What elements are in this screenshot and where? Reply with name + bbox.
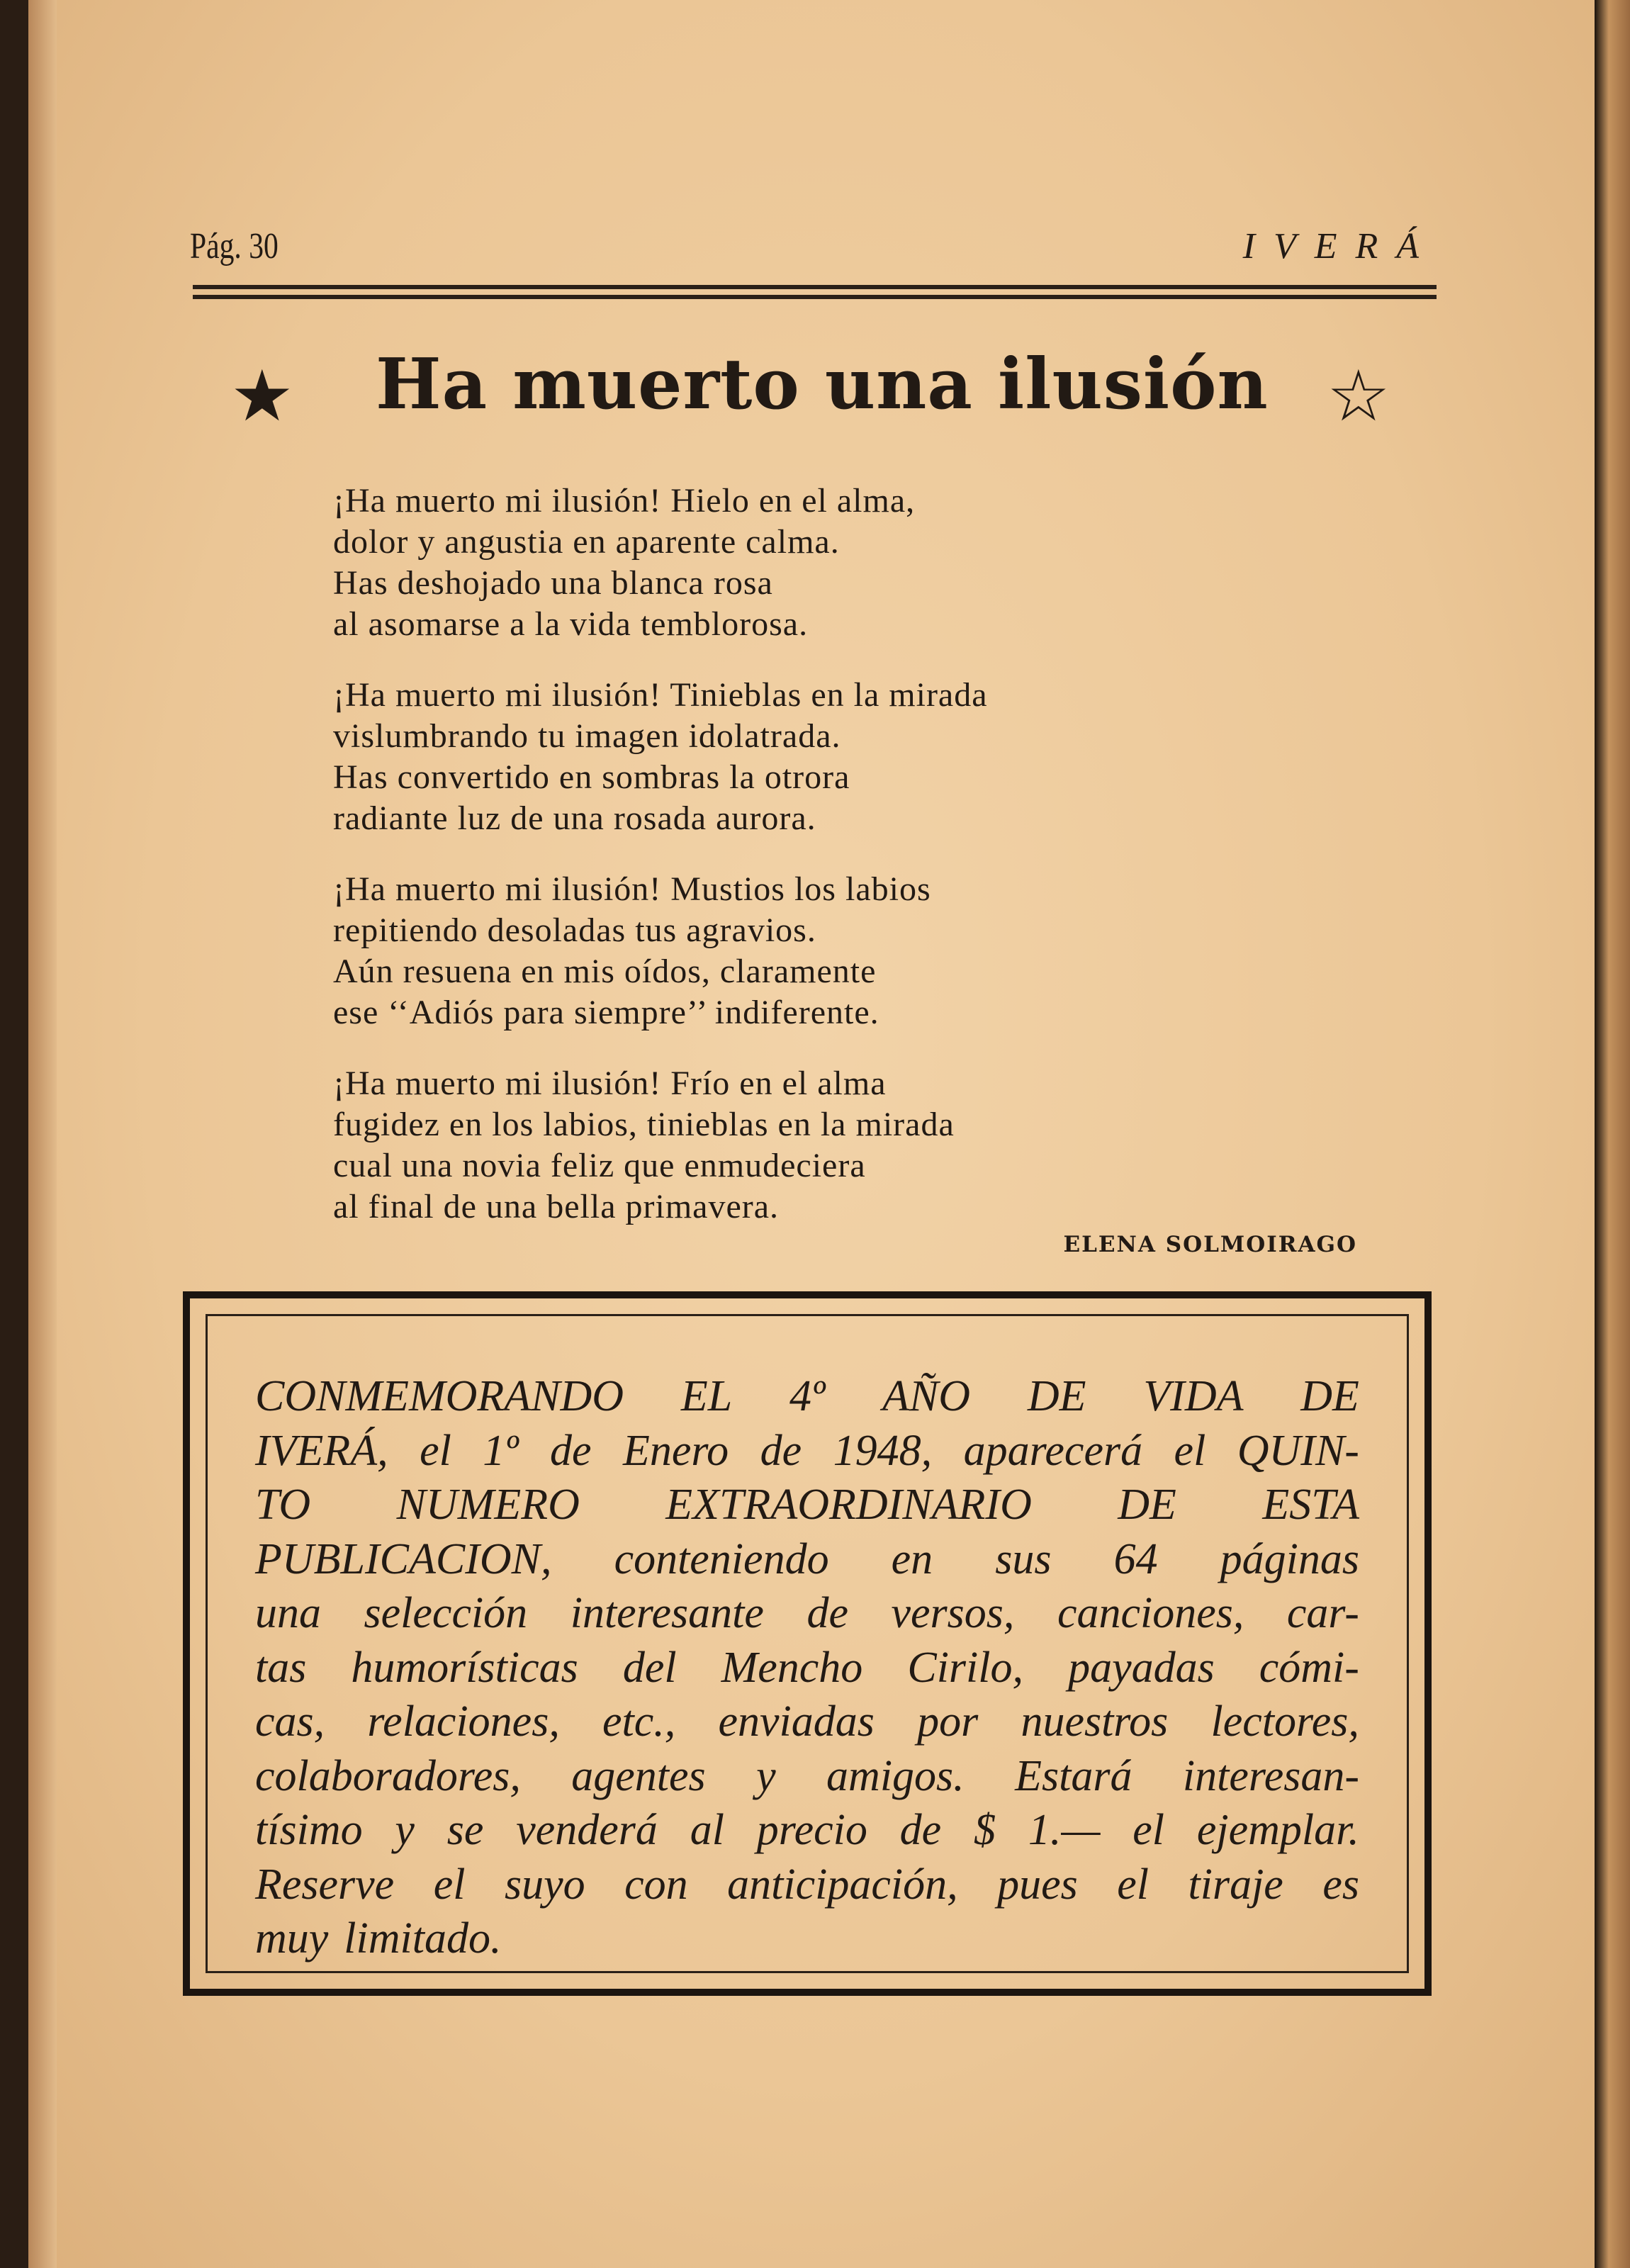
poem-line: Has deshojado una blanca rosa bbox=[333, 564, 773, 602]
poem-line: cual una novia feliz que enmudeciera bbox=[333, 1147, 866, 1184]
poem-author: ELENA SOLMOIRAGO bbox=[1063, 1232, 1357, 1257]
page-right-edge bbox=[1595, 0, 1630, 2268]
page-number: Pág. 30 bbox=[190, 226, 279, 266]
poem-line: repitiendo desoladas tus agravios. bbox=[333, 911, 816, 949]
poem-line: al asomarse a la vida temblorosa. bbox=[333, 605, 809, 643]
filled-star-icon: ★ bbox=[230, 354, 294, 437]
poem-line: ¡Ha muerto mi ilusión! Hielo en el alma, bbox=[333, 482, 916, 520]
poem-line: Aún resuena en mis oídos, claramente bbox=[333, 953, 877, 990]
announcement-line: PUBLICACION, conteniendo en sus 64 páginas bbox=[255, 1534, 1359, 1583]
poem-line: vislumbrando tu imagen idolatrada. bbox=[333, 717, 841, 755]
announcement-line: muy limitado. bbox=[255, 1914, 502, 1963]
outline-star-icon: ☆ bbox=[1327, 354, 1390, 437]
announcement-line: cas, relaciones, etc., enviadas por nuestros lectores, bbox=[255, 1697, 1359, 1746]
announcement-line: CONMEMORANDO EL 4º AÑO DE VIDA DE bbox=[255, 1372, 1359, 1420]
poem-title: Ha muerto una ilusión bbox=[376, 344, 1269, 425]
announcement-line: colaboradores, agentes y amigos. Estará interesan- bbox=[255, 1751, 1359, 1800]
announcement-line: TO NUMERO EXTRAORDINARIO DE ESTA bbox=[255, 1481, 1359, 1529]
poem-line: radiante luz de una rosada aurora. bbox=[333, 799, 816, 837]
page-left-edge bbox=[28, 0, 57, 2268]
magazine-name: IVERÁ bbox=[1242, 226, 1437, 266]
header-rule-top bbox=[193, 285, 1437, 289]
poem-stanza bbox=[333, 869, 931, 1033]
poem-line: ¡Ha muerto mi ilusión! Tinieblas en la mirada bbox=[333, 676, 988, 714]
poem-stanza bbox=[333, 675, 988, 839]
poem-line: ¡Ha muerto mi ilusión! Mustios los labios bbox=[333, 870, 931, 908]
poem-stanza bbox=[333, 1063, 955, 1228]
announcement-line: tísimo y se venderá al precio de $ 1.— el ejemplar. bbox=[255, 1806, 1359, 1854]
announcement-line: una selección interesante de versos, canciones, car- bbox=[255, 1589, 1359, 1637]
poem-line: al final de una bella primavera. bbox=[333, 1188, 780, 1225]
header-rule-bottom bbox=[193, 295, 1437, 299]
poem-line: ¡Ha muerto mi ilusión! Frío en el alma bbox=[333, 1065, 887, 1102]
poem-line: dolor y angustia en aparente calma. bbox=[333, 523, 840, 561]
announcement-line: Reserve el suyo con anticipación, pues el tiraje es bbox=[255, 1860, 1359, 1909]
poem-line: Has convertido en sombras la otrora bbox=[333, 758, 850, 796]
poem-line: fugidez en los labios, tinieblas en la mirada bbox=[333, 1106, 955, 1143]
poem-stanza bbox=[333, 481, 915, 645]
announcement-line: tas humorísticas del Mencho Cirilo, payadas cómi- bbox=[255, 1643, 1359, 1692]
poem-line: ese ‘‘Adiós para siempre’’ indiferente. bbox=[333, 994, 879, 1031]
announcement-line: IVERÁ, el 1º de Enero de 1948, aparecerá el QUIN- bbox=[255, 1426, 1359, 1475]
